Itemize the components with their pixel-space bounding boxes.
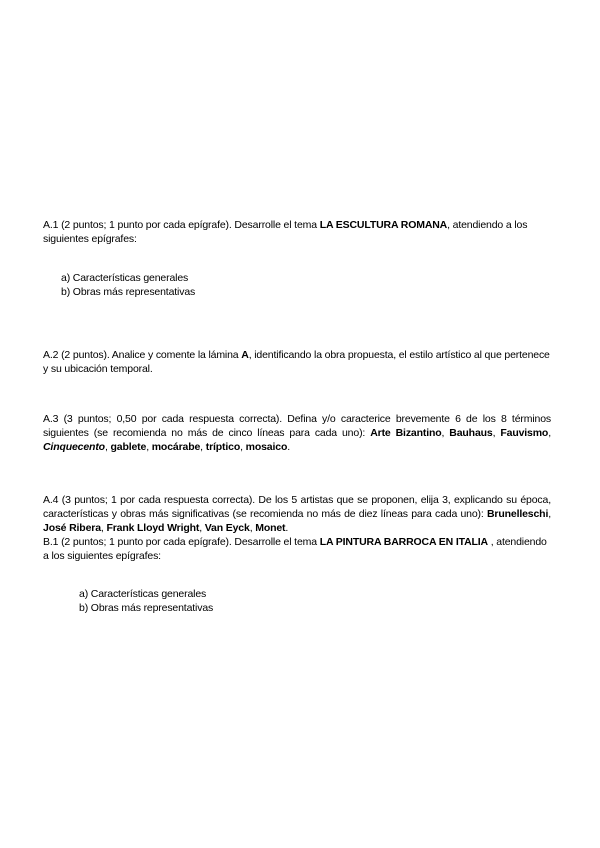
a3-term-5: gablete bbox=[110, 441, 147, 453]
b1-item-a: a) Características generales bbox=[79, 588, 207, 600]
a2-lead: A.2 (2 puntos). Analice y comente la lámina bbox=[43, 349, 242, 361]
a4-artist-3: Frank Lloyd Wright bbox=[106, 522, 200, 534]
a1-item-b: b) Obras más representativas bbox=[61, 286, 196, 298]
question-a3: A.3 (3 puntos; 0,50 por cada respuesta correcta). Defina y/o caracterice brevemente 6 de los 8 términos siguientes (se recomienda no más de cinco líneas para cada uno): Arte Bizantino, Bauhaus, Fauvismo, Cinquecento, gablete, mocárabe, tríptico, mosaico. bbox=[43, 413, 551, 453]
b1-lead: B.1 (2 puntos; 1 punto por cada epígrafe). Desarrolle el tema bbox=[43, 536, 320, 548]
question-b1 bbox=[43, 535, 551, 563]
a2-tail: , identificando la obra propuesta, el estilo artístico al que pertenece y su ubicación temporal. bbox=[43, 349, 550, 375]
a4-artist-2: José Ribera bbox=[43, 522, 101, 534]
a4-artist-1: Brunelleschi bbox=[486, 508, 549, 520]
a3-term-3: Fauvismo bbox=[500, 427, 549, 439]
b1-topic: LA PINTURA BARROCA EN ITALIA bbox=[319, 536, 488, 548]
b1-epigraph-list bbox=[79, 587, 213, 615]
b1-item-b: b) Obras más representativas bbox=[79, 602, 214, 614]
a3-term-2: Bauhaus bbox=[449, 427, 493, 439]
a3-term-6: mocárabe bbox=[151, 441, 201, 453]
a4-artist-4: Van Eyck bbox=[204, 522, 250, 534]
a2-plate: A bbox=[241, 349, 249, 361]
a3-term-7: tríptico bbox=[205, 441, 241, 453]
a4-artist-5: Monet bbox=[255, 522, 286, 534]
a1-item-a: a) Características generales bbox=[61, 272, 189, 284]
a1-tail: , atendiendo a los siguientes epígrafes: bbox=[43, 219, 528, 245]
a3-term-8: mosaico bbox=[245, 441, 288, 453]
a3-term-4: Cinquecento bbox=[43, 441, 105, 453]
a3-term-1: Arte Bizantino bbox=[370, 427, 442, 439]
question-a4: A.4 (3 puntos; 1 por cada respuesta correcta). De los 5 artistas que se proponen, elija 3, explicando su época, características y obras más significativas (se recomienda no más de diez líneas para cada uno): Brunelleschi, José Ribera, Frank Lloyd Wright, Van Eyck, Monet. bbox=[43, 494, 551, 534]
b1-tail: , atendiendo a los siguientes epígrafes: bbox=[43, 536, 547, 562]
question-a1 bbox=[43, 218, 551, 246]
a4-lead: A.4 (3 puntos; 1 por cada respuesta correcta). De los 5 artistas que se proponen, elija 3, explicando su época, características y obras más significativas (se recomienda no más de diez líneas para cada uno): bbox=[43, 494, 551, 520]
a1-epigraph-list bbox=[61, 271, 195, 299]
a1-topic: LA ESCULTURA ROMANA bbox=[319, 219, 448, 231]
a3-lead: A.3 (3 puntos; 0,50 por cada respuesta correcta). Defina y/o caracterice brevemente 6 de los 8 términos siguientes (se recomienda no más de cinco líneas para cada uno): bbox=[43, 413, 551, 439]
question-a2 bbox=[43, 348, 551, 376]
a1-lead: A.1 (2 puntos; 1 punto por cada epígrafe). Desarrolle el tema bbox=[43, 219, 320, 231]
